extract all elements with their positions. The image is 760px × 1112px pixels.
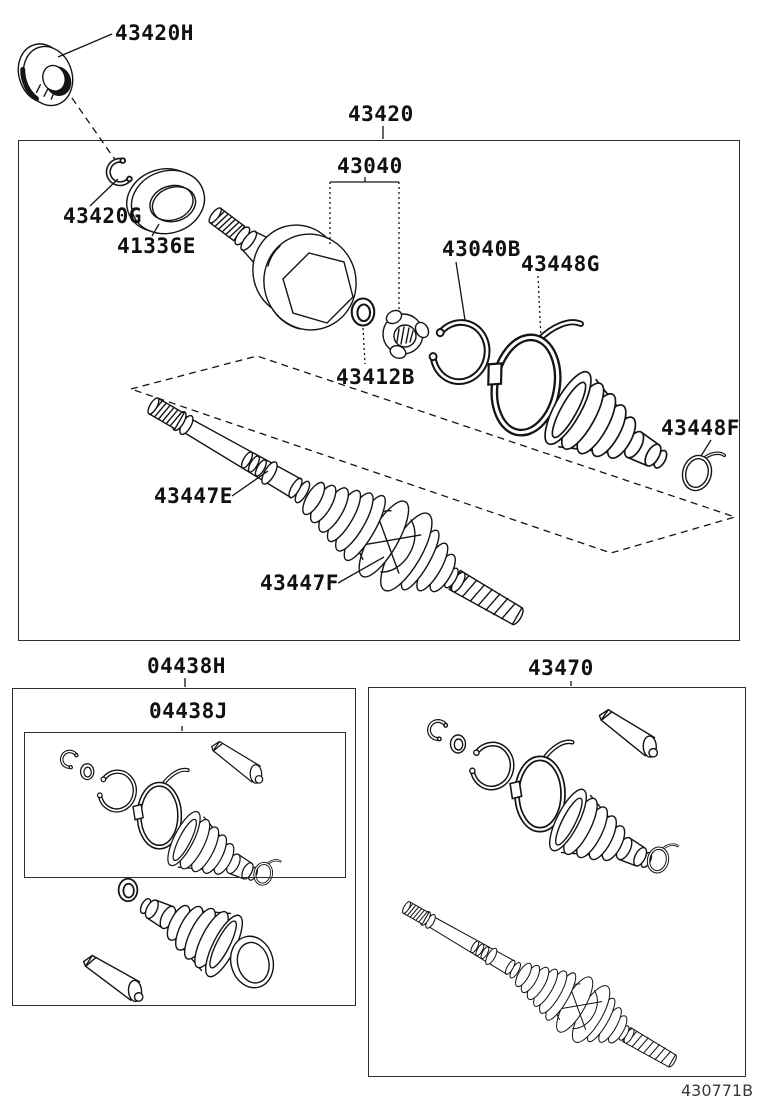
inboard-shaft-assembly-drawing <box>128 366 542 656</box>
part-label-43448g: 43448G <box>521 252 600 276</box>
joint-snap-ring-drawing <box>426 317 493 387</box>
boot-kit-outer-parts-drawing <box>77 874 279 1005</box>
part-label-43040: 43040 <box>337 154 403 178</box>
part-label-43448f: 43448F <box>661 416 740 440</box>
spider-snap-ring-drawing <box>352 299 375 326</box>
part-label-41336e: 41336E <box>117 234 196 258</box>
part-label-43470: 43470 <box>528 656 594 680</box>
part-label-43412b: 43412B <box>336 365 415 389</box>
outboard-joint-drawing <box>203 201 366 339</box>
part-label-43420: 43420 <box>348 102 414 126</box>
part-label-04438h: 04438H <box>147 654 226 678</box>
dashed-region-outline <box>131 356 735 553</box>
diagram-code: 430771B <box>681 1081 754 1100</box>
tripod-spider-drawing <box>383 308 431 361</box>
seal-drawing <box>11 36 80 113</box>
inboard-kit-parts-drawing <box>426 708 678 892</box>
part-label-43447f: 43447F <box>260 571 339 595</box>
shaft-snap-ring-drawing <box>105 158 133 188</box>
seal-dashed-leader <box>72 98 117 162</box>
part-label-43420h: 43420H <box>115 21 194 45</box>
part-label-43040b: 43040B <box>442 237 521 261</box>
boot-kit-inner-parts-drawing <box>59 740 280 902</box>
deflector-ring-drawing <box>119 158 213 244</box>
part-label-43447e: 43447E <box>154 484 233 508</box>
part-label-43420g: 43420G <box>63 204 142 228</box>
part-label-04438j: 04438J <box>149 699 228 723</box>
inboard-shaft-kit-drawing <box>388 878 690 1090</box>
